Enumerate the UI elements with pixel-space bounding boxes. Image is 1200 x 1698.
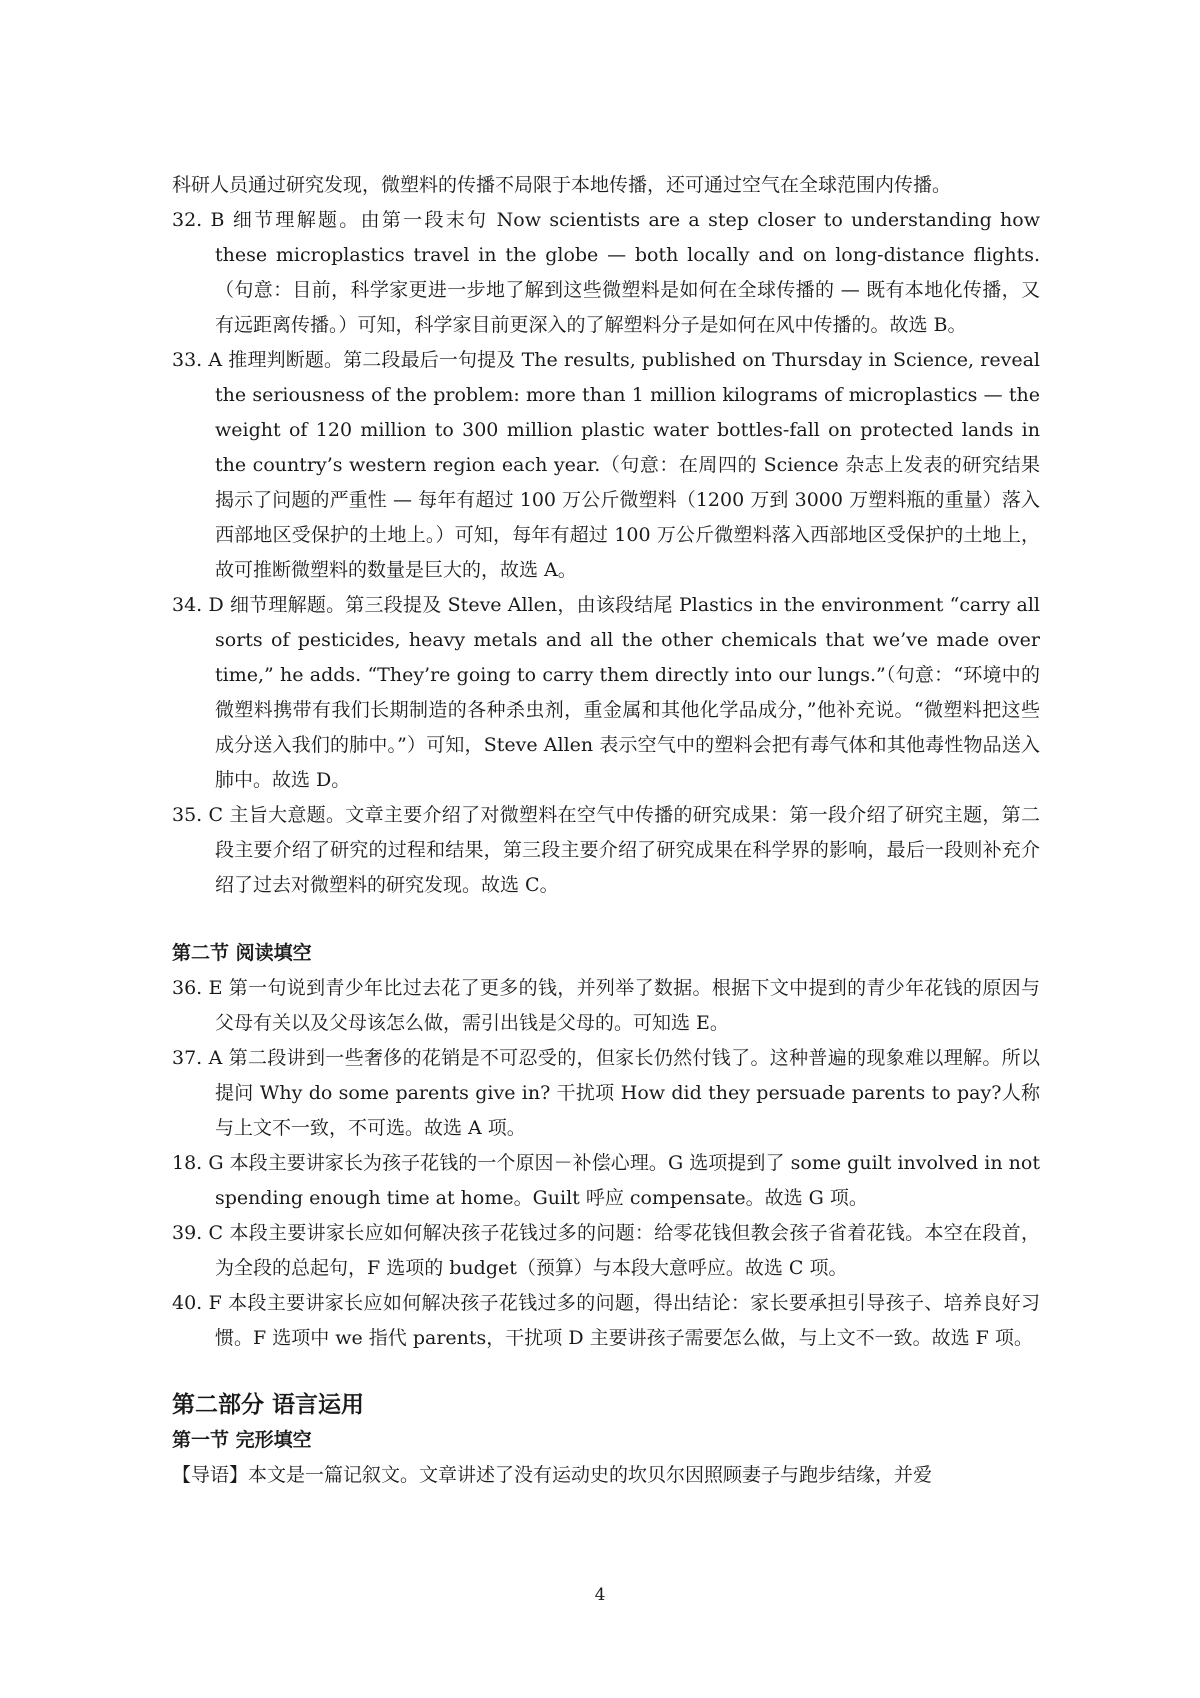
page-number: 4 xyxy=(594,1585,606,1605)
answer-40: 40. F 本段主要讲家长应如何解决孩子花钱过多的问题，得出结论：家长要承担引导孩子、培养良好习惯。F 选项中 we 指代 parents，干扰项 D 主要讲孩子需要怎么做，与上文不一致。故选 F 项。 xyxy=(172,1292,1040,1349)
section-title-reading-fill: 第二节 阅读填空 xyxy=(172,942,312,964)
answer-37: 37. A 第二段讲到一些奢侈的花销是不可忍受的，但家长仍然付钱了。这种普遍的现象难以理解。所以提问 Why do some parents give in? 干扰项 How did they persuade parents to pay?人称与上文不一致，不可选。故选 A 项。 xyxy=(172,1047,1040,1139)
answer-34: 34. D 细节理解题。第三段提及 Steve Allen，由该段结尾 Plastics in the environment “carry all sorts of pesticides, heavy metals and all the other chemicals that we’ve made over time,” he adds. “They’re going to carry them directly into our lungs.”（句意：“环境中的微塑料携带有我们长期制造的各种杀虫剂，重金属和其他化学品成分，”他补充说。“微塑料把这些成分送入我们的肺中。”）可知，Steve Allen 表示空气中的塑料会把有毒气体和其他毒性物品送入肺中。故选 D。 xyxy=(172,594,1040,791)
answer-38: 18. G 本段主要讲家长为孩子花钱的一个原因－补偿心理。G 选项提到了 some guilt involved in not spending enough time at home。Guilt 呼应 compensate。故选 G 项。 xyxy=(172,1152,1040,1209)
answer-36: 36. E 第一句说到青少年比过去花了更多的钱，并列举了数据。根据下文中提到的青少年花钱的原因与父母有关以及父母该怎么做，需引出钱是父母的。可知选 E。 xyxy=(172,977,1040,1034)
intro-line: 科研人员通过研究发现，微塑料的传播不局限于本地传播，还可通过空气在全球范围内传播。 xyxy=(172,174,952,196)
answer-32: 32. B 细节理解题。由第一段末句 Now scientists are a step closer to understanding how these microplastics travel in the globe — both locally and on long-distance flights.（句意：目前，科学家更进一步地了解到这些微塑料是如何在全球传播的 — 既有本地化传播，又有远距离传播。）可知，科学家目前更深入的了解塑料分子是如何在风中传播的。故选 B。 xyxy=(172,209,1040,336)
lead-in-paragraph: 【导语】本文是一篇记叙文。文章讲述了没有运动史的坎贝尔因照顾妻子与跑步结缘，并爱 xyxy=(172,1464,933,1486)
section-title-cloze: 第一节 完形填空 xyxy=(172,1429,312,1451)
answer-35: 35. C 主旨大意题。文章主要介绍了对微塑料在空气中传播的研究成果：第一段介绍了研究主题，第二段主要介绍了研究的过程和结果，第三段主要介绍了研究成果在科学界的影响，最后一段则补充介绍了过去对微塑料的研究发现。故选 C。 xyxy=(172,804,1040,896)
answer-33: 33. A 推理判断题。第二段最后一句提及 The results, published on Thursday in Science, reveal the seriousness of the problem: more than 1 million kilograms of microplastics — the weight of 120 million to 300 million plastic water bottles-fall on protected lands in the country’s western region each year.（句意：在周四的 Science 杂志上发表的研究结果揭示了问题的严重性 — 每年有超过 100 万公斤微塑料（1200 万到 3000 万塑料瓶的重量）落入西部地区受保护的土地上。）可知，每年有超过 100 万公斤微塑料落入西部地区受保护的土地上，故可推断微塑料的数量是巨大的，故选 A。 xyxy=(172,349,1040,581)
document-body xyxy=(172,168,1040,1493)
answer-39: 39. C 本段主要讲家长应如何解决孩子花钱过多的问题：给零花钱但教会孩子省着花钱。本空在段首，为全段的总起句，F 选项的 budget（预算）与本段大意呼应。故选 C 项。 xyxy=(172,1222,1040,1279)
part-title-language-use: 第二部分 语言运用 xyxy=(172,1392,365,1418)
